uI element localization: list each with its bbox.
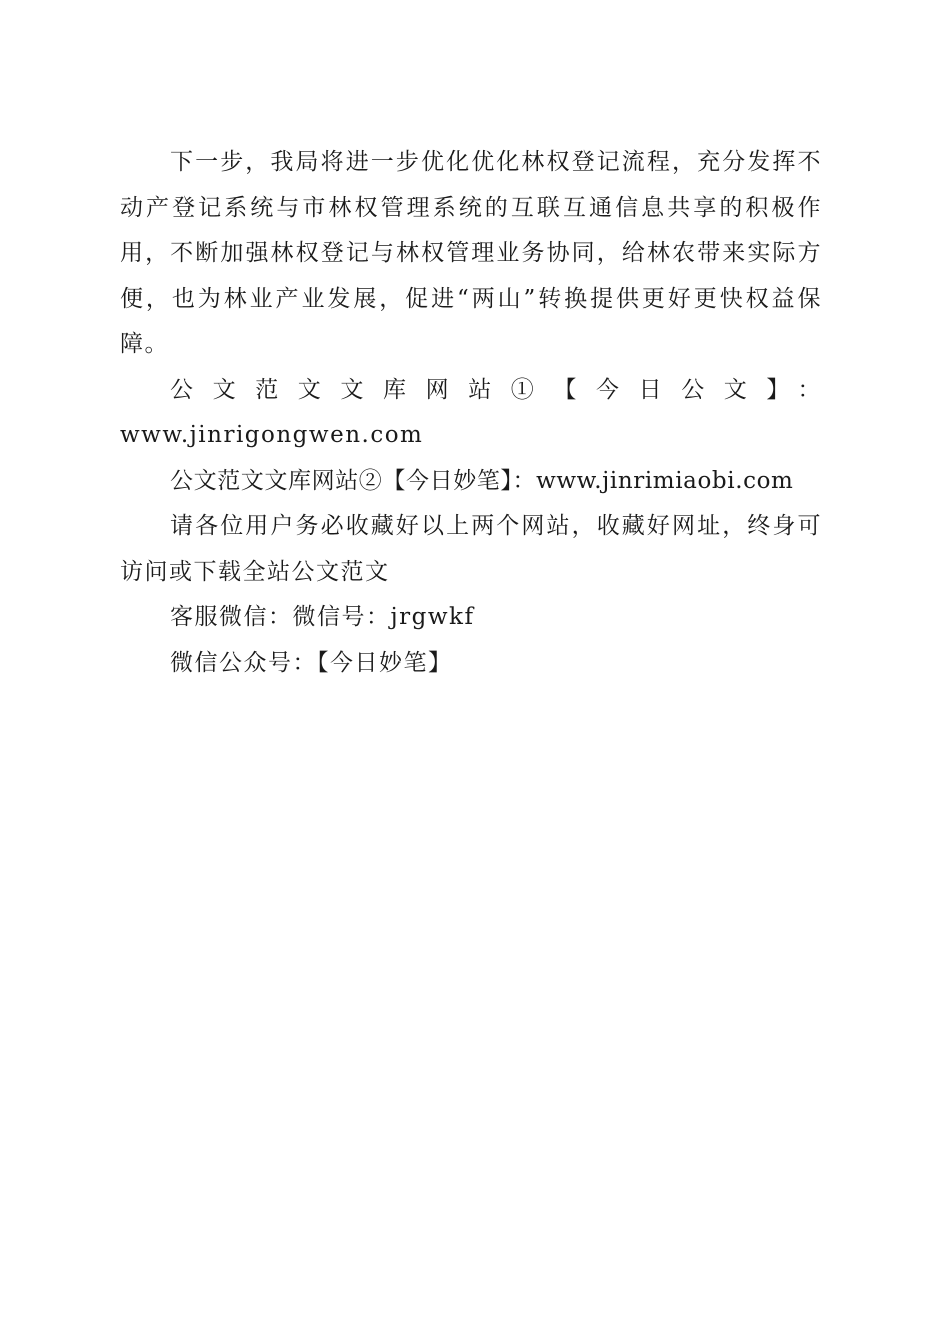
paragraph-customer-service-wechat: 客服微信：微信号：jrgwkf bbox=[170, 604, 475, 630]
website-1-label: 公文范文文库网站①【今日公文】： bbox=[170, 376, 822, 403]
paragraph-website-2[interactable]: 公文范文文库网站②【今日妙笔】：www.jinrimiaobi.com bbox=[170, 467, 794, 494]
paragraph-wechat-official-account: 微信公众号：【今日妙笔】 bbox=[170, 649, 453, 676]
document-body bbox=[120, 140, 822, 686]
paragraph-plan: 下一步，我局将进一步优化优化林权登记流程，充分发挥不动产登记系统与市林权管理系统的互联互通信息共享的积极作用，不断加强林权登记与林权管理业务协同，给林农带来实际方便，也为林业产业发展，促进“两山”转换提供更好更快权益保障。 bbox=[120, 149, 822, 357]
paragraph-bookmark-notice: 请各位用户务必收藏好以上两个网站，收藏好网址，终身可访问或下载全站公文范文 bbox=[120, 513, 822, 585]
website-1-url[interactable]: www.jinrigongwen.com bbox=[120, 422, 424, 448]
paragraph-website-1 bbox=[120, 368, 822, 459]
